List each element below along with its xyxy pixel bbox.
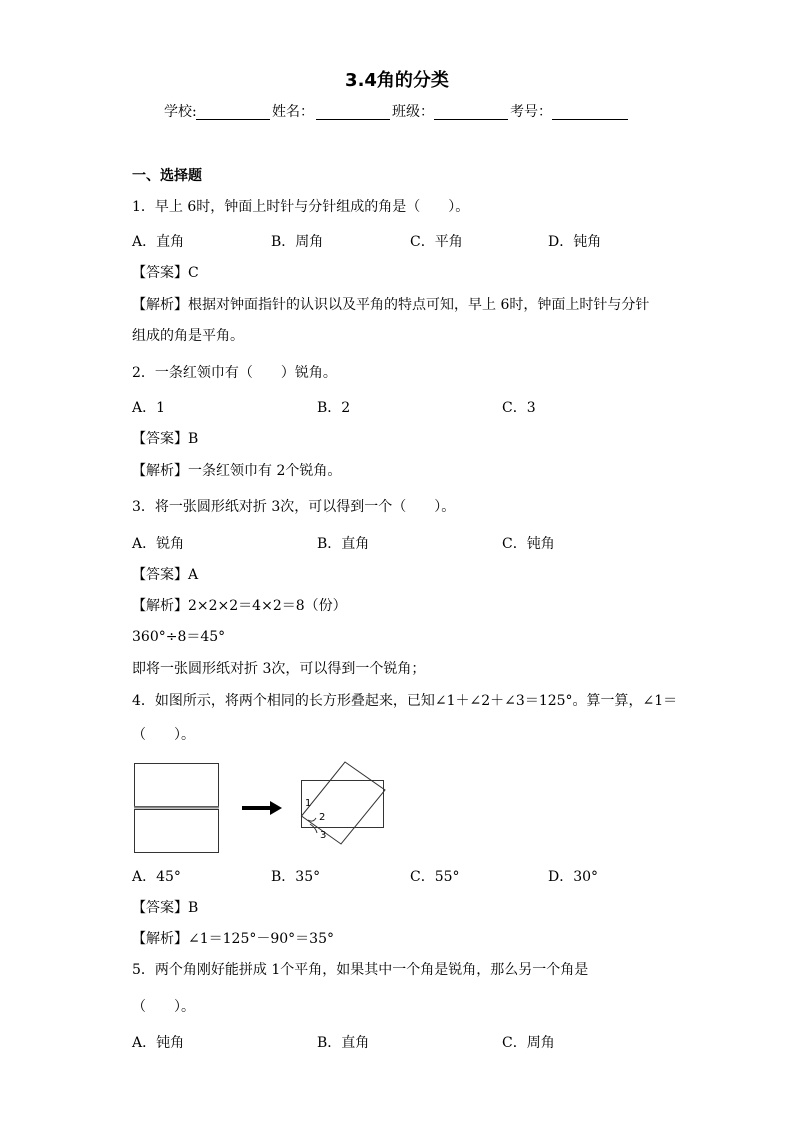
- question-4-stem-line-2: （ ）。: [132, 727, 195, 743]
- page-title: 3.4角的分类: [345, 70, 449, 91]
- question-2-option-a: A．1: [132, 400, 166, 416]
- question-2-option-c: C．3: [502, 400, 536, 416]
- question-2-stem: 2．一条红领巾有（ ）锐角。: [132, 365, 337, 381]
- question-1-option-c: C．平角: [410, 234, 463, 250]
- rectangle-top: [135, 764, 219, 807]
- question-1-analysis-line-1: 【解析】根据对钟面指针的认识以及平角的特点可知，早上 6时，钟面上时针与分针: [132, 297, 650, 313]
- question-1-option-d: D．钝角: [548, 234, 602, 250]
- question-2-analysis: 【解析】一条红领巾有 2个锐角。: [132, 463, 342, 479]
- exam-number-label: 考号：: [510, 104, 552, 120]
- question-5-option-a: A．钝角: [132, 1035, 185, 1051]
- question-3-option-a: A．锐角: [132, 536, 185, 552]
- angle-3-label: 3: [320, 830, 327, 841]
- school-label: 学校:: [164, 104, 197, 120]
- name-label: 姓名：: [272, 104, 314, 120]
- rectangle-bottom: [135, 810, 219, 853]
- question-3-option-b: B．直角: [317, 536, 370, 552]
- question-4-option-a: A．45°: [132, 869, 181, 885]
- question-3-analysis-line-1: 【解析】2×2×2＝4×2＝8（份）: [132, 598, 347, 614]
- question-5-stem-line-1: 5．两个角刚好能拼成 1个平角，如果其中一个角是锐角，那么另一个角是: [132, 962, 589, 978]
- school-blank[interactable]: [196, 119, 270, 120]
- angle-2-label: 2: [319, 812, 326, 823]
- angle-1-label: 1: [305, 798, 312, 809]
- question-4-figure: [130, 758, 400, 858]
- question-5-option-c: C．周角: [502, 1035, 555, 1051]
- question-1-answer: 【答案】C: [132, 265, 199, 281]
- exam-number-blank[interactable]: [552, 119, 628, 120]
- question-1-option-b: B．周角: [271, 234, 324, 250]
- question-5-option-b: B．直角: [317, 1035, 370, 1051]
- question-3-stem: 3．将一张圆形纸对折 3次，可以得到一个（ ）。: [132, 499, 456, 515]
- question-3-answer: 【答案】A: [132, 567, 199, 583]
- question-3-option-c: C．钝角: [502, 536, 555, 552]
- question-3-analysis-line-3: 即将一张圆形纸对折 3次，可以得到一个锐角；: [132, 661, 426, 677]
- name-blank[interactable]: [316, 119, 390, 120]
- question-4-analysis: 【解析】∠1＝125°－90°＝35°: [132, 931, 334, 947]
- question-1-stem: 1．早上 6时，钟面上时针与分针组成的角是（ ）。: [132, 199, 470, 215]
- section-heading: 一、选择题: [132, 168, 202, 184]
- question-4-stem-line-1: 4．如图所示，将两个相同的长方形叠起来，已知∠1＋∠2＋∠3＝125°。算一算，∠1＝: [132, 693, 678, 709]
- question-2-answer: 【答案】B: [132, 431, 199, 447]
- tilted-rectangle: [302, 762, 386, 844]
- question-2-option-b: B．2: [317, 400, 351, 416]
- question-4-answer: 【答案】B: [132, 900, 199, 916]
- question-4-option-d: D．30°: [548, 869, 599, 885]
- class-blank[interactable]: [434, 119, 508, 120]
- question-5-stem-line-2: （ ）。: [132, 999, 195, 1015]
- angle-2-arc: [308, 818, 316, 821]
- question-4-option-b: B．35°: [271, 869, 321, 885]
- angle-3-arc: [310, 824, 317, 833]
- question-1-option-a: A．直角: [132, 234, 185, 250]
- question-3-analysis-line-2: 360°÷8＝45°: [132, 629, 226, 645]
- class-label: 班级：: [392, 104, 434, 120]
- question-1-analysis-line-2: 组成的角是平角。: [132, 328, 244, 344]
- question-4-option-c: C．55°: [410, 869, 460, 885]
- arrow-icon: [270, 801, 282, 815]
